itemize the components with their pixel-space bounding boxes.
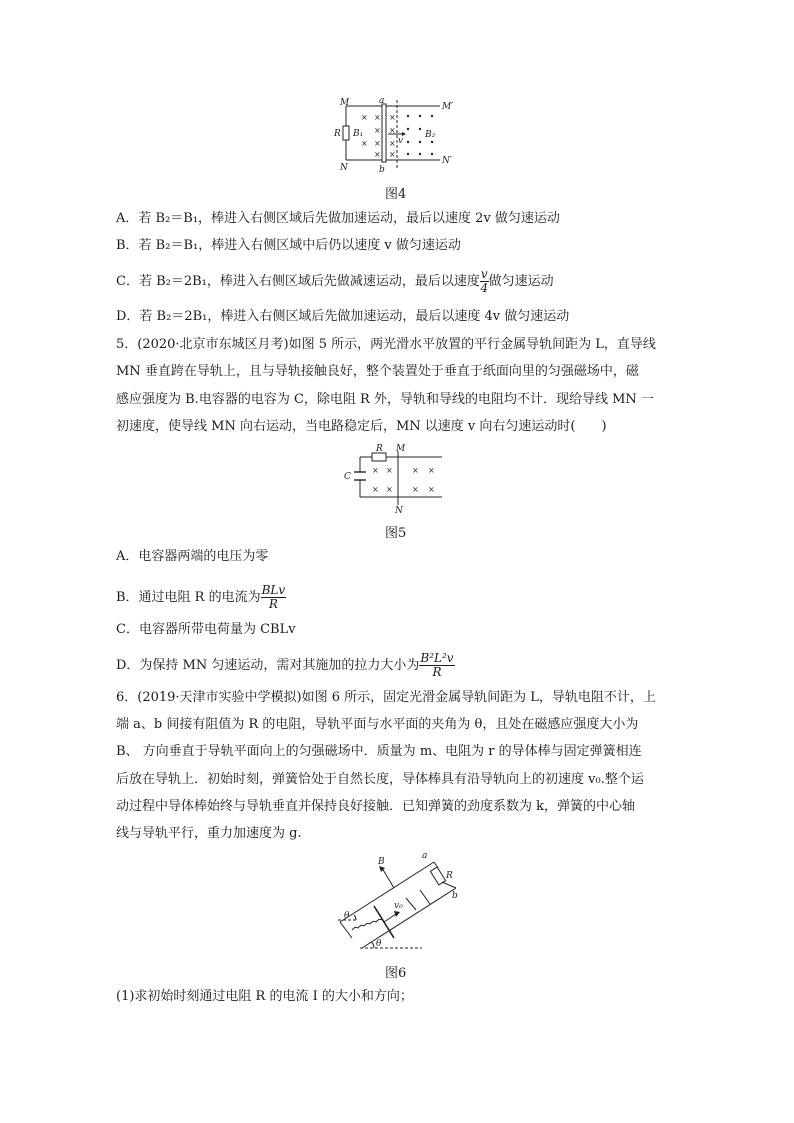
svg-text:×: × bbox=[412, 485, 419, 494]
q6-stem-line-3: B、 方向垂直于导轨平面向上的匀强磁场中．质量为 m、电阻为 r 的导体棒与固定弹簧相连 bbox=[116, 744, 642, 759]
svg-text:×: × bbox=[372, 466, 379, 475]
figure-5-caption: 图5 bbox=[385, 526, 407, 541]
q4-option-c-tail: 做匀速运动 bbox=[488, 274, 554, 289]
q5-option-d-fraction bbox=[419, 652, 454, 679]
svg-text:×: × bbox=[389, 126, 396, 135]
svg-text:×: × bbox=[361, 113, 368, 122]
figure-6 bbox=[330, 848, 470, 956]
q5-option-b bbox=[116, 584, 286, 611]
q5-option-b-text: B．通过电阻 R 的电流为 bbox=[116, 590, 261, 605]
fig5-label-C: C bbox=[344, 472, 351, 482]
fig5-label-N: N bbox=[395, 506, 403, 515]
fig4-label-v: v bbox=[398, 136, 404, 146]
svg-text:×: × bbox=[374, 150, 381, 159]
svg-text:×: × bbox=[389, 150, 396, 159]
q6-stem-line-4: 后放在导轨上．初始时刻，弹簧恰处于自然长度，导体棒具有沿导轨向上的初速度 v₀.整个运 bbox=[116, 772, 644, 787]
svg-text:×: × bbox=[428, 485, 435, 494]
q4-option-c-fraction bbox=[480, 268, 489, 295]
fraction-denominator: R bbox=[432, 665, 442, 679]
fig6-label-a: a bbox=[422, 851, 428, 861]
svg-text:×: × bbox=[389, 139, 396, 148]
figure-5 bbox=[342, 443, 452, 515]
fig5-label-M: M bbox=[396, 444, 406, 454]
q5-option-a: A．电容器两端的电压为零 bbox=[116, 549, 269, 564]
fig6-label-b: b bbox=[452, 891, 458, 901]
fig4-label-b: b bbox=[379, 165, 385, 175]
q4-option-a: A．若 B₂＝B₁，棒进入右侧区域后先做加速运动，最后以速度 2v 做匀速运动 bbox=[116, 211, 560, 226]
q5-stem-line-4: 初速度，使导线 MN 向右运动，当电路稳定后，MN 以速度 v 向右匀速运动时( ) bbox=[116, 419, 607, 434]
svg-text:×: × bbox=[374, 113, 381, 122]
q5-stem-line-2: MN 垂直跨在导轨上，且与导轨接触良好，整个装置处于垂直于纸面向里的匀强磁场中，磁 bbox=[116, 364, 639, 379]
q6-stem-line-6: 线与导轨平行，重力加速度为 g. bbox=[116, 826, 302, 841]
fig4-label-B1: B₁ bbox=[353, 129, 364, 139]
fraction-numerator: B²L²v bbox=[420, 651, 454, 665]
q5-stem-line-3: 感应强度为 B.电容器的电容为 C，除电阻 R 外，导轨和导线的电阻均不计．现给导线 MN 一 bbox=[116, 392, 654, 407]
q6-subquestion-1: (1)求初始时刻通过电阻 R 的电流 I 的大小和方向； bbox=[116, 989, 413, 1004]
fig4-label-Mp: M′ bbox=[442, 102, 454, 112]
fig6-label-B: B bbox=[378, 857, 385, 867]
q5-option-d-text: D．为保持 MN 匀速运动，需对其施加的拉力大小为 bbox=[116, 658, 420, 673]
q4-option-d: D．若 B₂＝2B₁，棒进入右侧区域后先做加速运动，最后以速度 4v 做匀速运动 bbox=[116, 309, 570, 324]
svg-text:×: × bbox=[428, 466, 435, 475]
fig6-label-R: R bbox=[446, 871, 453, 881]
figure-4 bbox=[330, 96, 460, 176]
svg-text:×: × bbox=[386, 485, 393, 494]
fig4-label-R: R bbox=[334, 129, 341, 139]
fig6-label-v0: v₀ bbox=[394, 901, 403, 911]
q4-option-b: B．若 B₂＝B₁，棒进入右侧区域中后仍以速度 v 做匀速运动 bbox=[116, 238, 461, 253]
fraction-denominator: 4 bbox=[480, 281, 489, 295]
fig4-label-N: N bbox=[340, 163, 348, 173]
svg-text:×: × bbox=[389, 113, 396, 122]
fig5-label-R: R bbox=[376, 444, 383, 454]
svg-text:×: × bbox=[361, 139, 368, 148]
q6-stem-line-2: 端 a、b 间接有阻值为 R 的电阻，导轨平面与水平面的夹角为 θ，且处在磁感应强度大小为 bbox=[116, 717, 639, 732]
q5-option-c: C．电容器所带电荷量为 CBLv bbox=[116, 622, 296, 637]
fraction-numerator: v bbox=[480, 267, 488, 281]
svg-text:×: × bbox=[412, 466, 419, 475]
fig4-label-Np: N′ bbox=[442, 156, 452, 166]
fig4-label-M: M bbox=[340, 98, 350, 108]
q6-stem-line-5: 动过程中导体棒始终与导轨垂直并保持良好接触．已知弹簧的劲度系数为 k，弹簧的中心轴 bbox=[116, 799, 636, 814]
q4-option-c-text: C．若 B₂＝2B₁，棒进入右侧区域后先做减速运动，最后以速度 bbox=[116, 274, 480, 289]
q4-option-c bbox=[116, 268, 554, 295]
svg-text:×: × bbox=[372, 485, 379, 494]
fig4-label-B2: B₂ bbox=[425, 130, 436, 140]
fig6-label-theta-1: θ bbox=[344, 911, 350, 921]
q6-stem-line-1: 6．(2019·天津市实验中学模拟)如图 6 所示，固定光滑金属导轨间距为 L，导轨电阻不计，上 bbox=[116, 690, 656, 705]
fraction-denominator: R bbox=[268, 597, 278, 611]
figure-4-caption: 图4 bbox=[385, 187, 407, 202]
q5-stem-line-1: 5．(2020·北京市东城区月考)如图 5 所示，两光滑水平放置的平行金属导轨间距为 L，直导线 bbox=[116, 337, 656, 352]
q5-option-b-fraction bbox=[261, 584, 287, 611]
fig6-label-theta-2: θ bbox=[376, 939, 382, 949]
figure-6-caption: 图6 bbox=[385, 966, 407, 981]
svg-text:×: × bbox=[374, 139, 381, 148]
q5-option-d bbox=[116, 652, 455, 679]
svg-text:×: × bbox=[386, 466, 393, 475]
svg-text:×: × bbox=[374, 126, 381, 135]
fraction-numerator: BLv bbox=[261, 583, 286, 597]
fig4-label-a: a bbox=[379, 96, 385, 106]
